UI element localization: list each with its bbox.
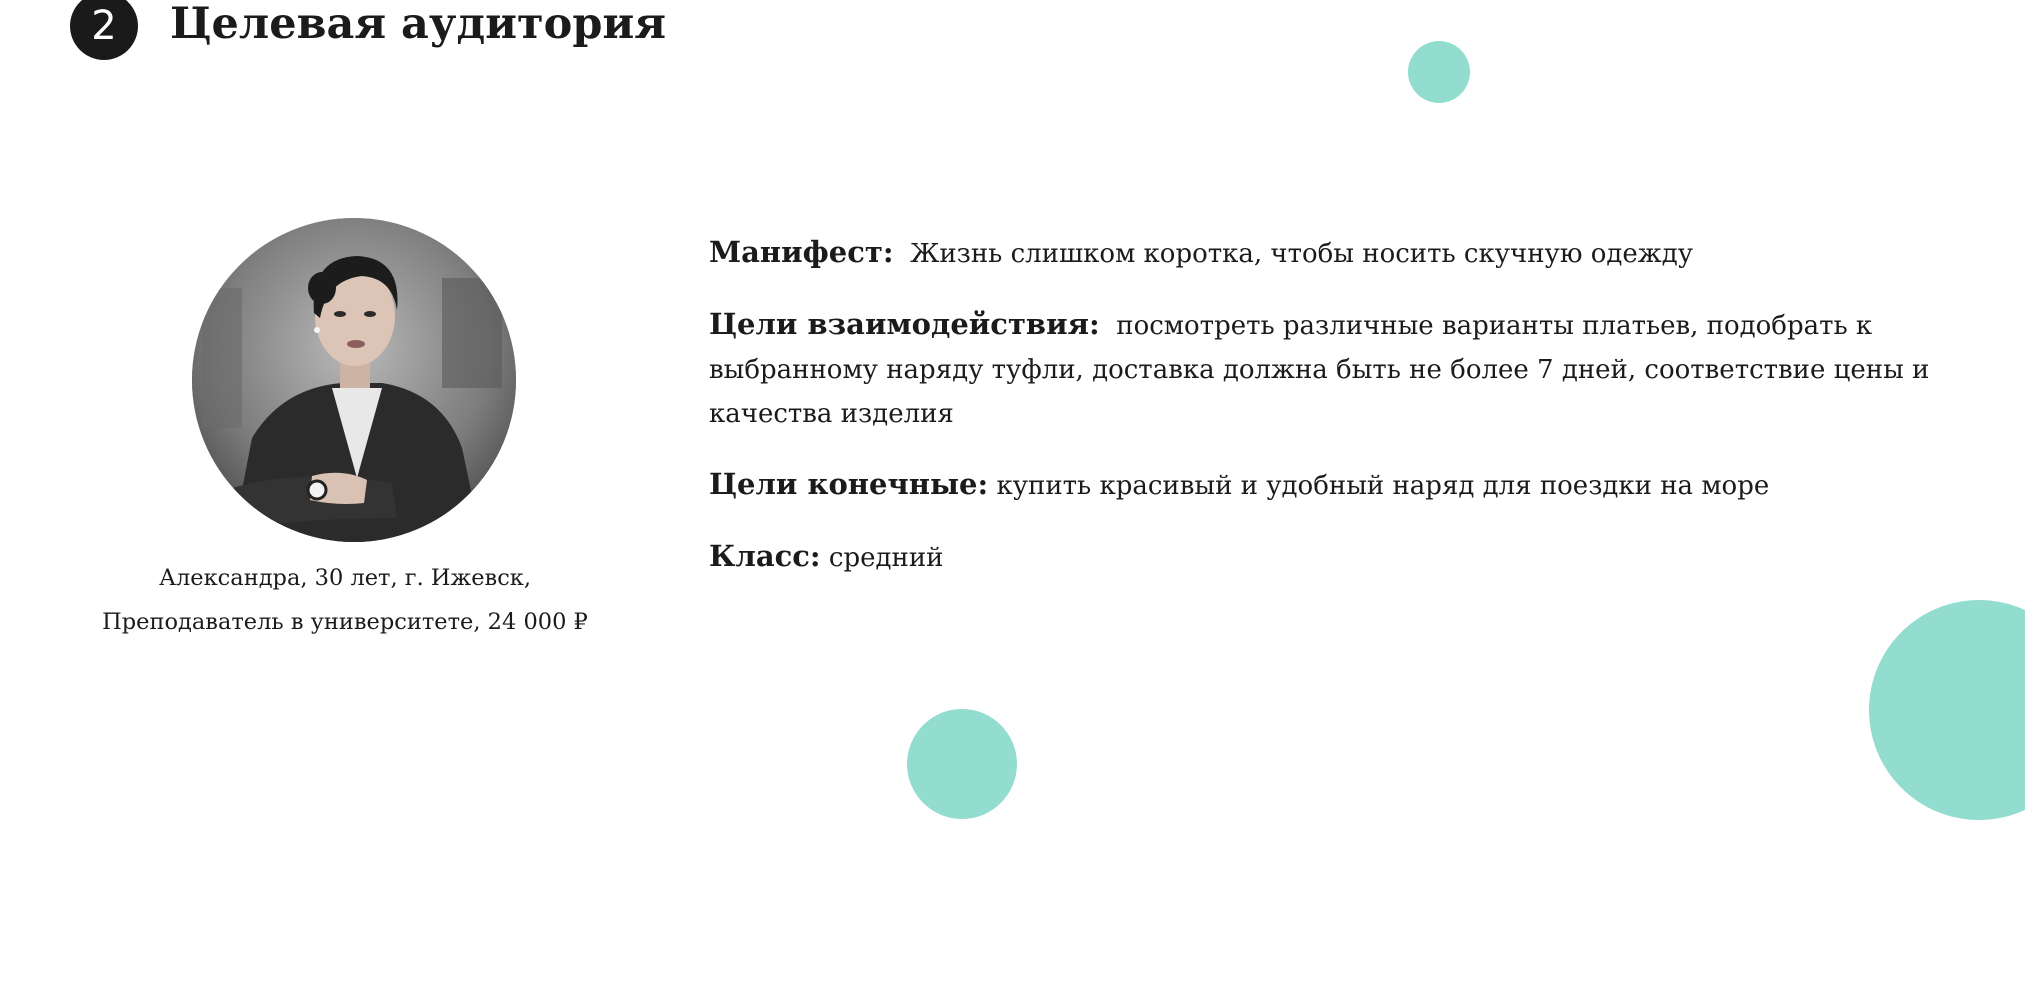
- interaction-goals-value: посмотреть различные варианты платьев, подобрать к выбранному наряду туфли, доставка должна быть не более 7 дней, соответствие цены и качества изделия: [709, 311, 1930, 429]
- page-title: Целевая аудитория: [170, 0, 667, 49]
- manifest-label: Манифест:: [709, 235, 894, 269]
- section-number-badge: 2: [70, 0, 138, 60]
- class-row: [709, 534, 2009, 580]
- class-label: Класс:: [709, 539, 821, 573]
- manifest-value: Жизнь слишком коротка, чтобы носить скучную одежду: [910, 239, 1694, 269]
- final-goals-label: Цели конечные:: [709, 467, 989, 501]
- final-goals-value: купить красивый и удобный наряд для поездки на море: [996, 471, 1770, 501]
- decorative-circle-large: [1869, 600, 2025, 820]
- persona-name-age-city: Александра, 30 лет, г. Ижевск,: [158, 565, 532, 591]
- persona-occupation-income: Преподаватель в университете, 24 000 ₽: [102, 609, 588, 635]
- final-goals-row: [709, 462, 2009, 508]
- class-value: средний: [828, 543, 944, 573]
- persona-details: [709, 230, 2009, 606]
- persona-caption: [95, 556, 595, 644]
- manifest-row: [709, 230, 2009, 276]
- interaction-goals-label: Цели взаимодействия:: [709, 307, 1100, 341]
- persona-photo-illustration: [192, 218, 516, 542]
- interaction-goals-row: [709, 302, 2009, 436]
- decorative-circle-small: [1408, 41, 1470, 103]
- persona-photo: [192, 218, 516, 542]
- decorative-circle-medium: [907, 709, 1017, 819]
